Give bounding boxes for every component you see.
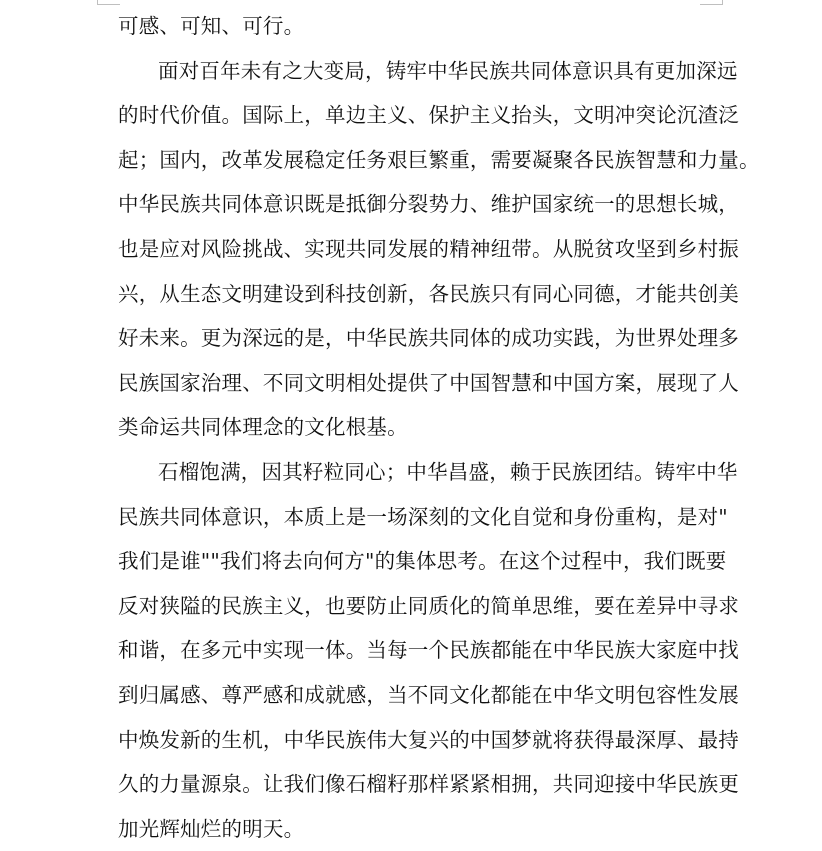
paragraph-line: 可感、可知、可行。 [118,14,305,38]
paragraph-line: 到归属感、尊严感和成就感，当不同文化都能在中华文明包容性发展 [118,682,739,707]
paragraph-line: 面对百年未有之大变局，铸牢中华民族共同体意识具有更加深远 [158,58,738,83]
left-margin-mark [97,0,120,5]
paragraph-line: 起；国内，改革发展稳定任务艰巨繁重，需要凝聚各民族智慧和力量。 [118,147,760,172]
paragraph-3 [118,450,739,851]
document-body [118,4,760,851]
paragraph-line: 久的力量源泉。让我们像石榴籽那样紧紧相拥，共同迎接中华民族更 [118,772,739,797]
paragraph-line: 好未来。更为深远的是，中华民族共同体的成功实践，为世界处理多 [118,326,739,351]
paragraph-line: 中焕发新的生机，中华民族伟大复兴的中国梦就将获得最深厚、最持 [118,727,739,752]
paragraph-line: 民族共同体意识，本质上是一场深刻的文化自觉和身份重构，是对" [118,504,728,529]
paragraph-line: 和谐，在多元中实现一体。当每一个民族都能在中华民族大家庭中找 [118,638,739,663]
paragraph-line: 中华民族共同体意识既是抵御分裂势力、维护国家统一的思想长城， [118,192,739,217]
paragraph-line: 加光辉灿烂的明天。 [118,816,305,841]
paragraph-line: 的时代价值。国际上，单边主义、保护主义抬头，文明冲突论沉渣泛 [118,103,739,128]
paragraph-line: 民族国家治理、不同文明相处提供了中国智慧和中国方案，展现了人 [118,370,739,395]
paragraph-line: 兴，从生态文明建设到科技创新，各民族只有同心同德，才能共创美 [118,281,739,306]
paragraph-2 [118,49,760,450]
paragraph-line: 石榴饱满，因其籽粒同心；中华昌盛，赖于民族团结。铸牢中华 [158,459,738,484]
paragraph-line: 反对狭隘的民族主义，也要防止同质化的简单思维，要在差异中寻求 [118,593,739,618]
paragraph-line: 我们是谁""我们将去向何方"的集体思考。在这个过程中，我们既要 [118,549,727,574]
paragraph-line: 也是应对风险挑战、实现共同发展的精神纽带。从脱贫攻坚到乡村振 [118,236,739,261]
paragraph-1 [118,4,703,49]
paragraph-line: 类命运共同体理念的文化根基。 [118,415,408,440]
right-margin-mark [700,0,723,5]
